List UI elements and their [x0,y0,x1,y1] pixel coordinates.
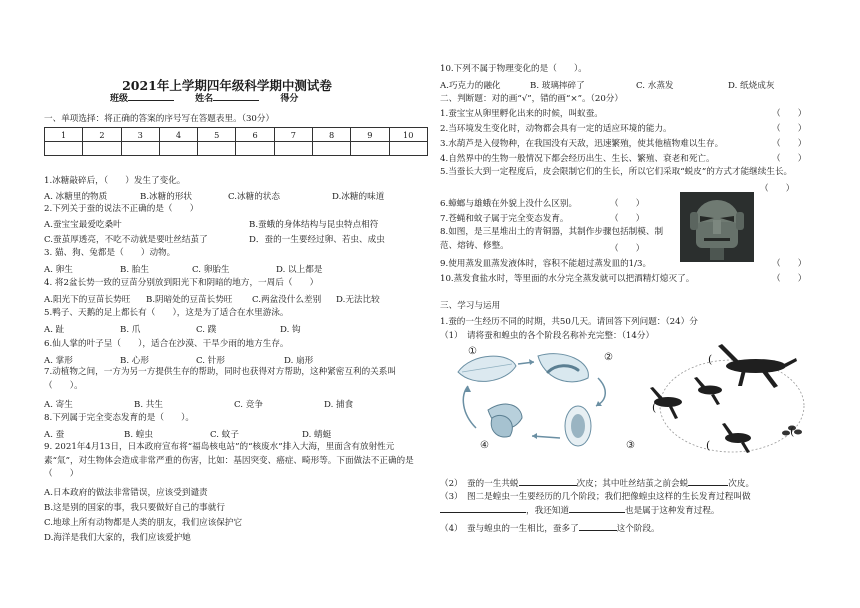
question-1-options [44,190,384,202]
question-3-options [44,263,322,275]
judge-answer-paren[interactable]: （ ） [772,154,807,164]
option: B. 蝗虫 [124,430,153,440]
option: C. 水蒸发 [636,81,674,91]
judge-item: 4.自然界中的生物一般情况下都会经历出生、生长、繁殖、衰老和死亡。 [440,154,715,164]
answer-cell[interactable] [45,142,83,156]
stage-label-1: ① [468,346,477,357]
answer-table-header: 10 [389,128,427,142]
exam-title: 2021年上学期四年级科学期中测试卷 [122,78,332,93]
question-2-stem: 2.下列关于蚕的说法不正确的是（ ） [44,204,199,214]
stage-label-4: ④ [480,440,489,451]
option: C.蚕茧厚透亮，不吃不动就是要吐丝结茧了 [44,235,208,245]
locust-stage-blank-3[interactable]: ( [706,439,711,452]
option: C. 蹼 [196,325,217,335]
option: B.蚕蛾的身体结构与昆虫特点相符 [249,220,379,230]
option: A.日本政府的做法非常错误，应该受到谴责 [44,488,208,498]
q1-2-text-a: （2） 蚕的一生共蜕 [440,479,519,489]
question-6-options [44,354,313,366]
question-10-stem: 10.下列不属于物理变化的是（ ）。 [440,64,587,74]
option: D．蚕的一生要经过卵、若虫、成虫 [249,235,385,245]
judge-item: 9.使用蒸发皿蒸发液体时，容积不能超过蒸发皿的1/3。 [440,259,652,269]
option: C.冰糖的状态 [228,192,280,202]
silkworm-lifecycle-diagram [452,348,630,460]
answer-cell[interactable] [198,142,236,156]
question-2-options [44,218,385,245]
answer-table-header: 3 [121,128,159,142]
judge-item: 10.蒸发食盐水时，等里面的水分完全蒸发就可以把酒精灯熄灭了。 [440,274,695,284]
q1-3-text-b: ，我还知道 [526,505,569,516]
answer-cell[interactable] [312,142,350,156]
option: D.冰糖的味道 [332,192,385,202]
question-4-stem: 4. 将2盆长势一致的豆苗分别放到阳光下和阴暗的地方，一周后（ ） [44,278,319,288]
judge-item: 3.水葫芦是入侵物种，在我国没有天敌，迅速繁殖，使其他植物难以生存。 [440,139,724,149]
judge-answer-paren[interactable]: （ ） [772,274,807,284]
answer-cell[interactable] [121,142,159,156]
q1-4-text-b: 这个阶段。 [616,524,660,534]
answer-table-header: 7 [274,128,312,142]
example-insect-blank[interactable] [569,512,625,513]
answer-cell[interactable] [83,142,121,156]
answer-cell[interactable] [236,142,274,156]
class-blank[interactable] [128,91,174,101]
judge-answer-paren[interactable]: （ ） [772,139,807,149]
section3-q1-4 [440,524,660,535]
stage-label-3: ③ [626,440,635,451]
q1-4-text-a: （4） 蚕与蝗虫的一生相比，蚕多了 [440,524,579,534]
answer-cell[interactable] [351,142,389,156]
q1-2-text-c: 次皮。 [728,479,755,489]
name-blank[interactable] [213,91,259,101]
judge-item: 6.蟑螂与雄蛾在外貌上没什么区别。 [440,199,578,209]
option: B.这是别的国家的事，我只要做好自己的事就行 [44,503,225,513]
option: C. 竞争 [234,400,263,410]
molt-before-cocoon-blank[interactable] [688,485,728,486]
locust-stage-blank-2[interactable]: ( [652,401,657,414]
answer-table-header: 9 [351,128,389,142]
question-7-stem: 7.动植物之间，一方为另一方提供生存的帮助，同时也获得对方帮助，这种紧密互利的关系叫（ ）。 [44,367,396,391]
student-info-line [110,91,298,104]
option: D. 捕食 [324,400,354,410]
q1-2-text-b: 次皮；其中吐丝结茧之前会蜕 [576,479,689,489]
question-9-stem: 9. 2021年4月13日，日本政府宣布将“福岛核电站”的“核废水”排入大海，里面含有放射性元素“氚”，对生物体会造成非常严重的伤害，比如：基因突变、癌症、畸形等。下面做法不正确的是（ ） [44,442,414,479]
answer-cell[interactable] [274,142,312,156]
answer-table-header: 8 [312,128,350,142]
class-label: 班级 [110,94,129,104]
option: B. 玻璃摔碎了 [530,81,585,91]
section3-q1-3 [440,491,816,518]
option: A. 掌形 [44,356,73,366]
judge-item: 7.苍蝇和蚊子属于完全变态发育。 [440,214,569,224]
score-label: 得分 [280,94,299,104]
option: B. 爪 [120,325,141,335]
judge-answer-paren[interactable]: （ ） [772,259,807,269]
judge-item: 1.蚕宝宝从卵里孵化出来的时候，叫蚁蚕。 [440,109,603,119]
question-10-options [440,79,774,91]
option: C. 蚊子 [210,430,239,440]
option: D. 蜻蜓 [302,430,332,440]
option: B.冰糖的形状 [140,192,193,202]
judge-answer-paren[interactable]: （ ） [610,199,645,209]
option: B. 共生 [134,400,163,410]
option: B. 胎生 [120,265,149,275]
option: D. 以上都是 [276,265,323,275]
judge-item: 8.如图，是三星堆出土的青铜器，其制作步骤包括制模、制范、熔铸、修整。 [440,227,664,251]
question-8-stem: 8.下列属于完全变态发育的是（ ）。 [44,413,194,423]
section1-heading: 一、单项选择：将正确的答案的序号写在答题表里。（30分） [44,114,275,124]
question-6-stem: 6.仙人掌的叶子呈（ ），适合在沙漠、干旱少雨的地方生存。 [44,339,289,349]
q1-3-text-c: 也是属于这种发育过程。 [624,505,720,516]
question-4-options [44,293,380,305]
question-5-options [44,323,301,335]
locust-stage-blank-1[interactable]: ( [708,353,713,366]
locust-lifecycle-diagram [646,340,812,462]
answer-table [44,127,428,156]
question-5-stem: 5.鸭子、天鹅的足上都长有（ ），这是为了适合在水里游泳。 [44,308,289,318]
option: B. 心形 [120,356,149,366]
answer-table-header: 6 [236,128,274,142]
answer-cell[interactable] [159,142,197,156]
bronze-mask-image [680,192,754,262]
molt-count-blank[interactable] [519,485,577,486]
judge-answer-paren[interactable]: （ ） [772,124,807,134]
option: C. 卵胎生 [192,265,230,275]
option: A. 卵生 [44,265,73,275]
answer-table-header: 2 [83,128,121,142]
option: A.巧克力的融化 [440,81,501,91]
option: C. 针形 [196,356,225,366]
development-type-blank[interactable] [440,512,526,513]
option: A.蚕宝宝最爱吃桑叶 [44,220,122,230]
answer-table-header: 4 [159,128,197,142]
section3-heading: 三、学习与运用 [440,301,501,311]
judge-answer-paren[interactable]: （ ） [760,184,795,194]
option: D. 钩 [280,325,301,335]
answer-cell[interactable] [389,142,427,156]
question-7-options [44,398,353,410]
answer-table-header: 1 [45,128,83,142]
judge-answer-paren[interactable]: （ ） [772,109,807,119]
judge-answer-paren[interactable]: （ ） [610,214,645,224]
question-8-options [44,428,331,440]
option: D.海洋是我们大家的，我们应该爱护她 [44,533,191,543]
option: D. 纸烧成灰 [728,81,775,91]
section3-q1-1: （1） 请将蚕和蝗虫的各个阶段名称补充完整：（14分） [440,331,655,341]
q1-3-text-a: （3） 图二是蝗虫一生要经历的几个阶段；我们把像蝗虫这样的生长发育过程叫做 [440,492,751,502]
judge-item: 2.当环境发生变化时，动物都会具有一定的适应环境的能力。 [440,124,672,134]
option: C.地球上所有动物都是人类的朋友，我们应该保护它 [44,518,243,528]
question-1-stem: 1.冰糖敲碎后，（ ）发生了变化。 [44,176,186,186]
option: A. 趾 [44,325,65,335]
section3-q1: 1.蚕的一生经历不同的时期，共50几天。请回答下列问题：（24）分 [440,317,698,327]
option: A. 冰糖里的物质 [44,192,108,202]
name-label: 姓名 [195,94,214,104]
option: D.无法比较 [336,295,380,305]
stage-label-2: ② [604,352,613,363]
section2-heading: 二、判断题：对的画“√”，错的画“×”。（20分） [440,94,623,104]
section3-q1-2 [440,479,754,490]
extra-stage-blank[interactable] [579,530,617,531]
locust-stage-blank-4[interactable]: ( [790,425,795,438]
option: A. 蚕 [44,430,65,440]
answer-table-header: 5 [198,128,236,142]
option: A. 寄生 [44,400,73,410]
question-3-stem: 3. 猫、狗、兔都是（ ）动物。 [44,248,176,258]
option: C.两盆没什么差别 [252,295,322,305]
judge-item: 5.当蚕长大到一定程度后，皮会限制它们的生长，所以它们采取“蜕皮”的方式才能继续生长。 [440,167,793,177]
option: A.阳光下的豆苗长势旺 [44,295,131,305]
judge-answer-paren[interactable]: （ ） [610,244,645,254]
option: D. 扇形 [284,356,314,366]
option: B.阴暗处的豆苗长势旺 [146,295,233,305]
